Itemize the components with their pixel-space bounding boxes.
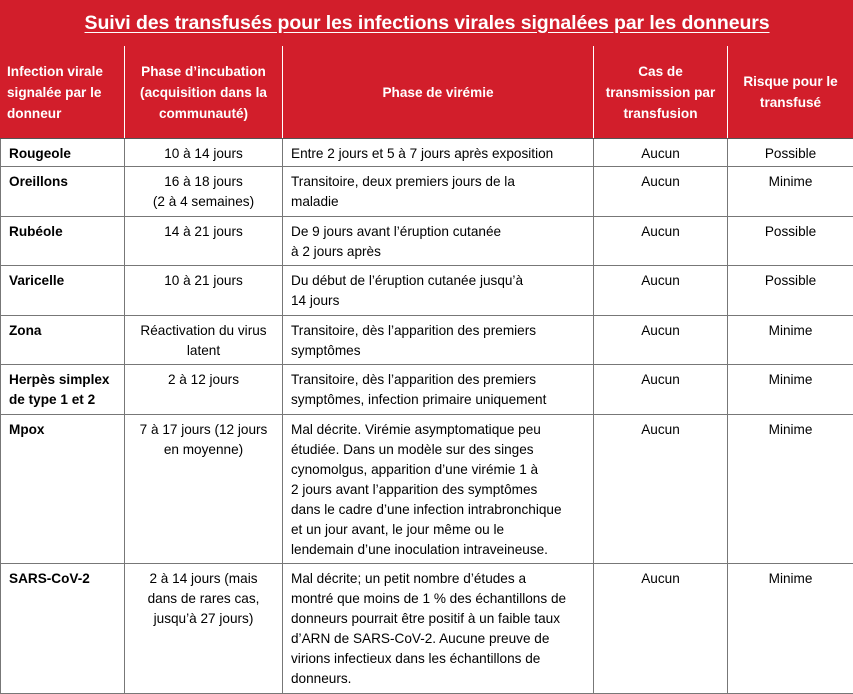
- cell-viremia: De 9 jours avant l’éruption cutanée à 2 jours après: [283, 217, 594, 266]
- cell-risk: Minime: [728, 167, 853, 217]
- cell-infection: Rubéole: [1, 217, 125, 266]
- cell-infection: Herpès simplex de type 1 et 2: [1, 365, 125, 415]
- cell-risk: Minime: [728, 316, 853, 365]
- cell-incubation: 16 à 18 jours (2 à 4 semaines): [125, 167, 283, 217]
- cell-cases: Aucun: [594, 167, 728, 217]
- cell-cases: Aucun: [594, 139, 728, 167]
- cell-viremia: Transitoire, deux premiers jours de la maladie: [283, 167, 594, 217]
- cell-cases: Aucun: [594, 415, 728, 564]
- table-row: [1, 217, 853, 266]
- table-row: [1, 564, 853, 694]
- cell-viremia: Transitoire, dès l’apparition des premiers symptômes, infection primaire uniquement: [283, 365, 594, 415]
- cell-infection: Zona: [1, 316, 125, 365]
- cell-infection: Varicelle: [1, 266, 125, 316]
- cell-cases: Aucun: [594, 266, 728, 316]
- header-viremia: Phase de virémie: [283, 46, 594, 139]
- cell-infection: Rougeole: [1, 139, 125, 167]
- cell-risk: Possible: [728, 217, 853, 266]
- header-infection: Infection virale signalée par le donneur: [1, 46, 125, 139]
- cell-cases: Aucun: [594, 316, 728, 365]
- cell-incubation: Réactivation du virus latent: [125, 316, 283, 365]
- header-incubation: Phase d’incubation (acquisition dans la communauté): [125, 46, 283, 139]
- cell-incubation: 2 à 14 jours (mais dans de rares cas, jusqu’à 27 jours): [125, 564, 283, 694]
- cell-incubation: 2 à 12 jours: [125, 365, 283, 415]
- header-transmission-cases: Cas de transmission par transfusion: [594, 46, 728, 139]
- cell-incubation: 14 à 21 jours: [125, 217, 283, 266]
- table-title-cell: [1, 1, 853, 46]
- table-row: [1, 316, 853, 365]
- cell-risk: Possible: [728, 139, 853, 167]
- cell-risk: Minime: [728, 365, 853, 415]
- cell-cases: Aucun: [594, 365, 728, 415]
- cell-incubation: 10 à 21 jours: [125, 266, 283, 316]
- cell-risk: Minime: [728, 415, 853, 564]
- table-row: [1, 415, 853, 564]
- header-risk: Risque pour le transfusé: [728, 46, 853, 139]
- cell-incubation: 10 à 14 jours: [125, 139, 283, 167]
- cell-risk: Minime: [728, 564, 853, 694]
- header-row: [1, 46, 853, 139]
- cell-infection: SARS-CoV-2: [1, 564, 125, 694]
- cell-viremia: Mal décrite; un petit nombre d’études a montré que moins de 1 % des échantillons de donneurs pourrait être positif à un faible taux d’ARN de SARS-CoV-2. Aucune preuve de virions infectieux dans les échantillons de donneurs.: [283, 564, 594, 694]
- cell-risk: Possible: [728, 266, 853, 316]
- table-title: Suivi des transfusés pour les infections virales signalées par les donneurs: [85, 12, 770, 34]
- cell-viremia: Mal décrite. Virémie asymptomatique peu étudiée. Dans un modèle sur des singes cynomolgus, apparition d’une virémie 1 à 2 jours avant l’apparition des symptômes dans le cadre d’une infection intrabronchique et un jour avant, le jour même ou le lendemain d’une inoculation intraveineuse.: [283, 415, 594, 564]
- cell-incubation: 7 à 17 jours (12 jours en moyenne): [125, 415, 283, 564]
- cell-viremia: Du début de l’éruption cutanée jusqu’à 14 jours: [283, 266, 594, 316]
- table-row: [1, 139, 853, 167]
- cell-viremia: Transitoire, dès l’apparition des premiers symptômes: [283, 316, 594, 365]
- title-row: [1, 1, 853, 46]
- table-row: [1, 266, 853, 316]
- cell-infection: Mpox: [1, 415, 125, 564]
- cell-viremia: Entre 2 jours et 5 à 7 jours après exposition: [283, 139, 594, 167]
- cell-infection: Oreillons: [1, 167, 125, 217]
- table-row: [1, 365, 853, 415]
- table-row: [1, 167, 853, 217]
- cell-cases: Aucun: [594, 564, 728, 694]
- cell-cases: Aucun: [594, 217, 728, 266]
